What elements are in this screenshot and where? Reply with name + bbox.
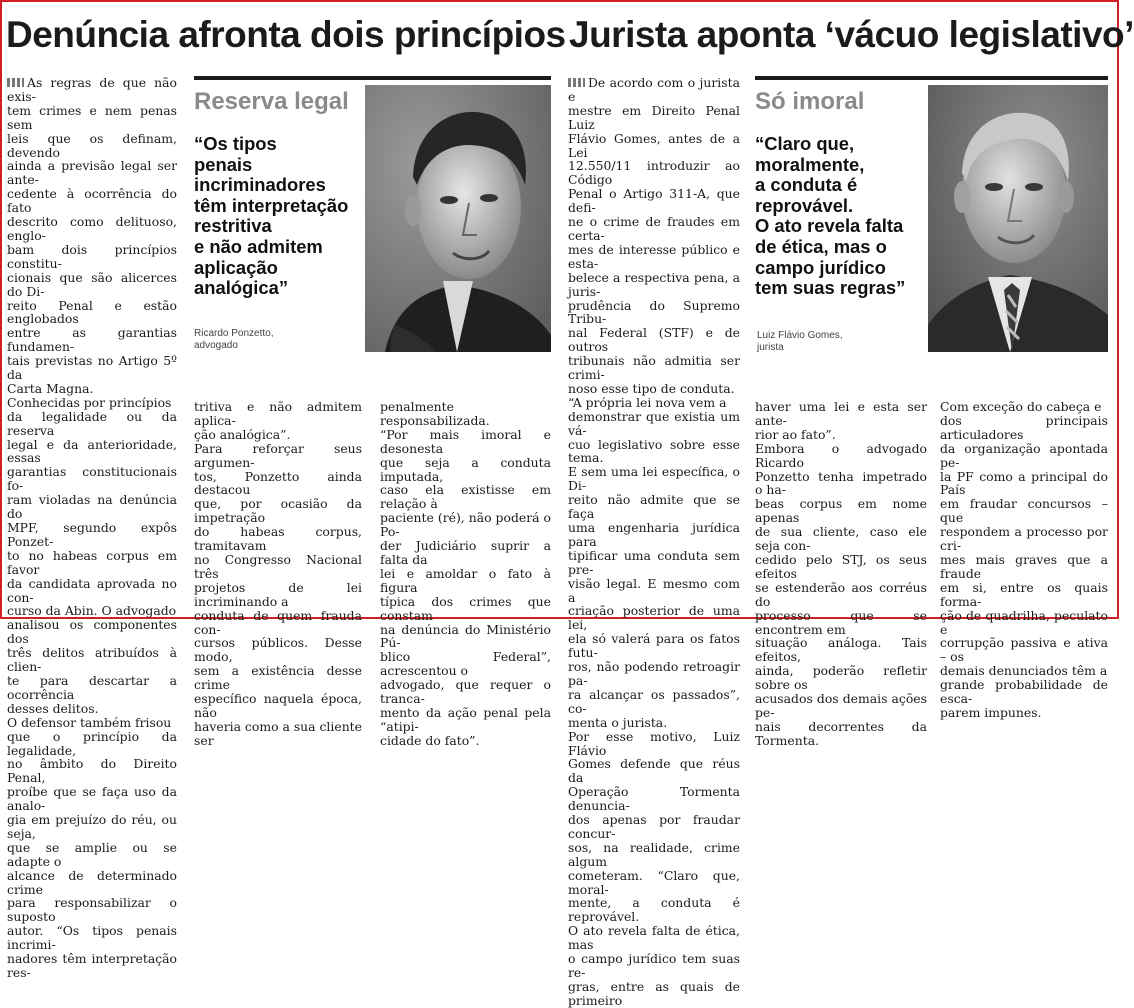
- left-box-caption: Ricardo Ponzetto, advogado: [194, 328, 274, 351]
- left-headline: Denúncia afronta dois princípios: [6, 14, 566, 55]
- right-box-quote: “Claro que, moralmente, a conduta é reprovável. O ato revela falta de ética, mas o campo jurídico tem suas regras”: [755, 133, 906, 299]
- left-box-quote: “Os tipos penais incriminadores têm interpretação restritiva e não admitem aplicação analógica”: [194, 133, 349, 299]
- right-headline: Jurista aponta ‘vácuo legislativo’: [569, 14, 1134, 55]
- right-column-3: Com exceção do cabeça e dos principais articuladores da organização apontada pe- la PF como a principal do País em fraudar concursos – que respondem a processo por cri- mes mais graves que a fraude em si, entre os quais forma- ção de quadrilha, peculato e corrupção passiva e ativa – os demais denunciados têm a grande probabilidade de esca- parem impunes.: [940, 399, 1108, 720]
- left-column-1-text: As regras de que não exis- tem crimes e nem penas sem leis que os definam, devendo ainda a previsão legal ser ante- cedente à ocorrência do fato descrito como delituoso, englo- bam dois princípios constitu- cionais que são alicerces do Di- reito Penal e estão englobados entre as garantias fundamen- tais previstas no Artigo 5º da Carta Magna. Conhecidas por princípios da legalidade ou da reserva legal e da anterioridade, essas garantias constitucionais fo- ram violadas na denúncia do MPF, segundo expôs Ponzet- to no habeas corpus em favor da candidata aprovada no con- curso da Abin. O advogado analisou os componentes dos três delitos atribuídos à clien- te para descartar a ocorrência desses delitos. O defensor também frisou que o princípio da legalidade, no âmbito do Direito Penal, proíbe que se faça uso da analo- gia em prejuízo do réu, ou seja, que se amplie ou se adapte o alcance de determinado crime para responsabilizar o suposto autor. “Os tipos penais incrimi- nadores têm interpretação res-: [7, 75, 177, 980]
- right-column-1-text: De acordo com o jurista e mestre em Direito Penal Luiz Flávio Gomes, antes de a Lei 12.550/11 introduzir ao Código Penal o Artigo 311-A, que defi- ne o crime de fraudes em certa- mes de interesse público e esta- belece a respectiva pena, a juris- prudência do Supremo Tribu- nal Federal (STF) e de outros tribunais não admitia ser crimi- noso esse tipo de conduta. “A própria lei nova vem a demonstrar que existia um vá- cuo legislativo sobre esse tema. E sem uma lei específica, o Di- reito não admite que se faça uma engenharia jurídica para tipificar uma conduta sem pre- visão legal. E mesmo com a criação posterior de uma lei, ela só valerá para os fatos futu- ros, não podendo retroagir pa- ra alcançar os passados”, co- menta o jurista. Por esse motivo, Luiz Flávio Gomes defende que réus da Operação Tormenta denuncia- dos apenas por fraudar concur- sos, na realidade, crime algum cometeram. “Claro que, moral- mente, a conduta é reprovável. O ato revela falta de ética, mas o campo jurídico tem suas re- gras, entre as quais de primeiro: [568, 75, 740, 1008]
- left-column-1: [7, 76, 177, 980]
- right-column-2: haver uma lei e esta ser ante- rior ao fato”. Embora o advogado Ricardo Ponzetto tenha impetrado o ha- beas corpus em nome apenas de sua cliente, caso ele seja con- cedido pelo STJ, os seus efeitos se estenderão aos corréus do processo que se encontrem em situação análoga. Tais efeitos, ainda, poderão refletir sobre os acusados dos demais ações pe- nais decorrentes da Tormenta.: [755, 399, 927, 748]
- portrait-illustration: [365, 85, 551, 352]
- left-column-3: penalmente responsabilizada. “Por mais imoral e desonesta que seja a conduta imputada, caso ela existisse em relação à paciente (ré), não poderá o Po- der Judiciário suprir a falta da lei e amoldar o fato à figura típica dos crimes que constam na denúncia do Ministério Pú- blico Federal”, acrescentou o advogado, que requer o tranca- mento da ação penal pela “atipi- cidade do fato”.: [380, 399, 551, 748]
- right-box-title: Só imoral: [755, 88, 865, 115]
- right-box-rule: [755, 76, 1108, 80]
- ricardo-ponzetto-photo: [365, 85, 551, 352]
- left-box-rule: [194, 76, 551, 80]
- lead-marker-icon: [568, 78, 585, 87]
- left-column-2: tritiva e não admitem aplica- ção analógica”. Para reforçar seus argumen- tos, Ponzetto ainda destacou que, por ocasião da impetração do habeas corpus, tramitavam no Congresso Nacional três projetos de lei incriminando a conduta de quem frauda con- cursos públicos. Desse modo, sem a existência desse crime específico naquela época, não haveria como a sua cliente ser: [194, 399, 362, 748]
- lead-marker-icon: [7, 78, 24, 87]
- luiz-flavio-gomes-photo: [928, 85, 1108, 352]
- right-box-caption: Luiz Flávio Gomes, jurista: [757, 330, 843, 353]
- right-column-1: [568, 76, 740, 1008]
- left-box-title: Reserva legal: [194, 88, 349, 115]
- portrait-illustration: [928, 85, 1108, 352]
